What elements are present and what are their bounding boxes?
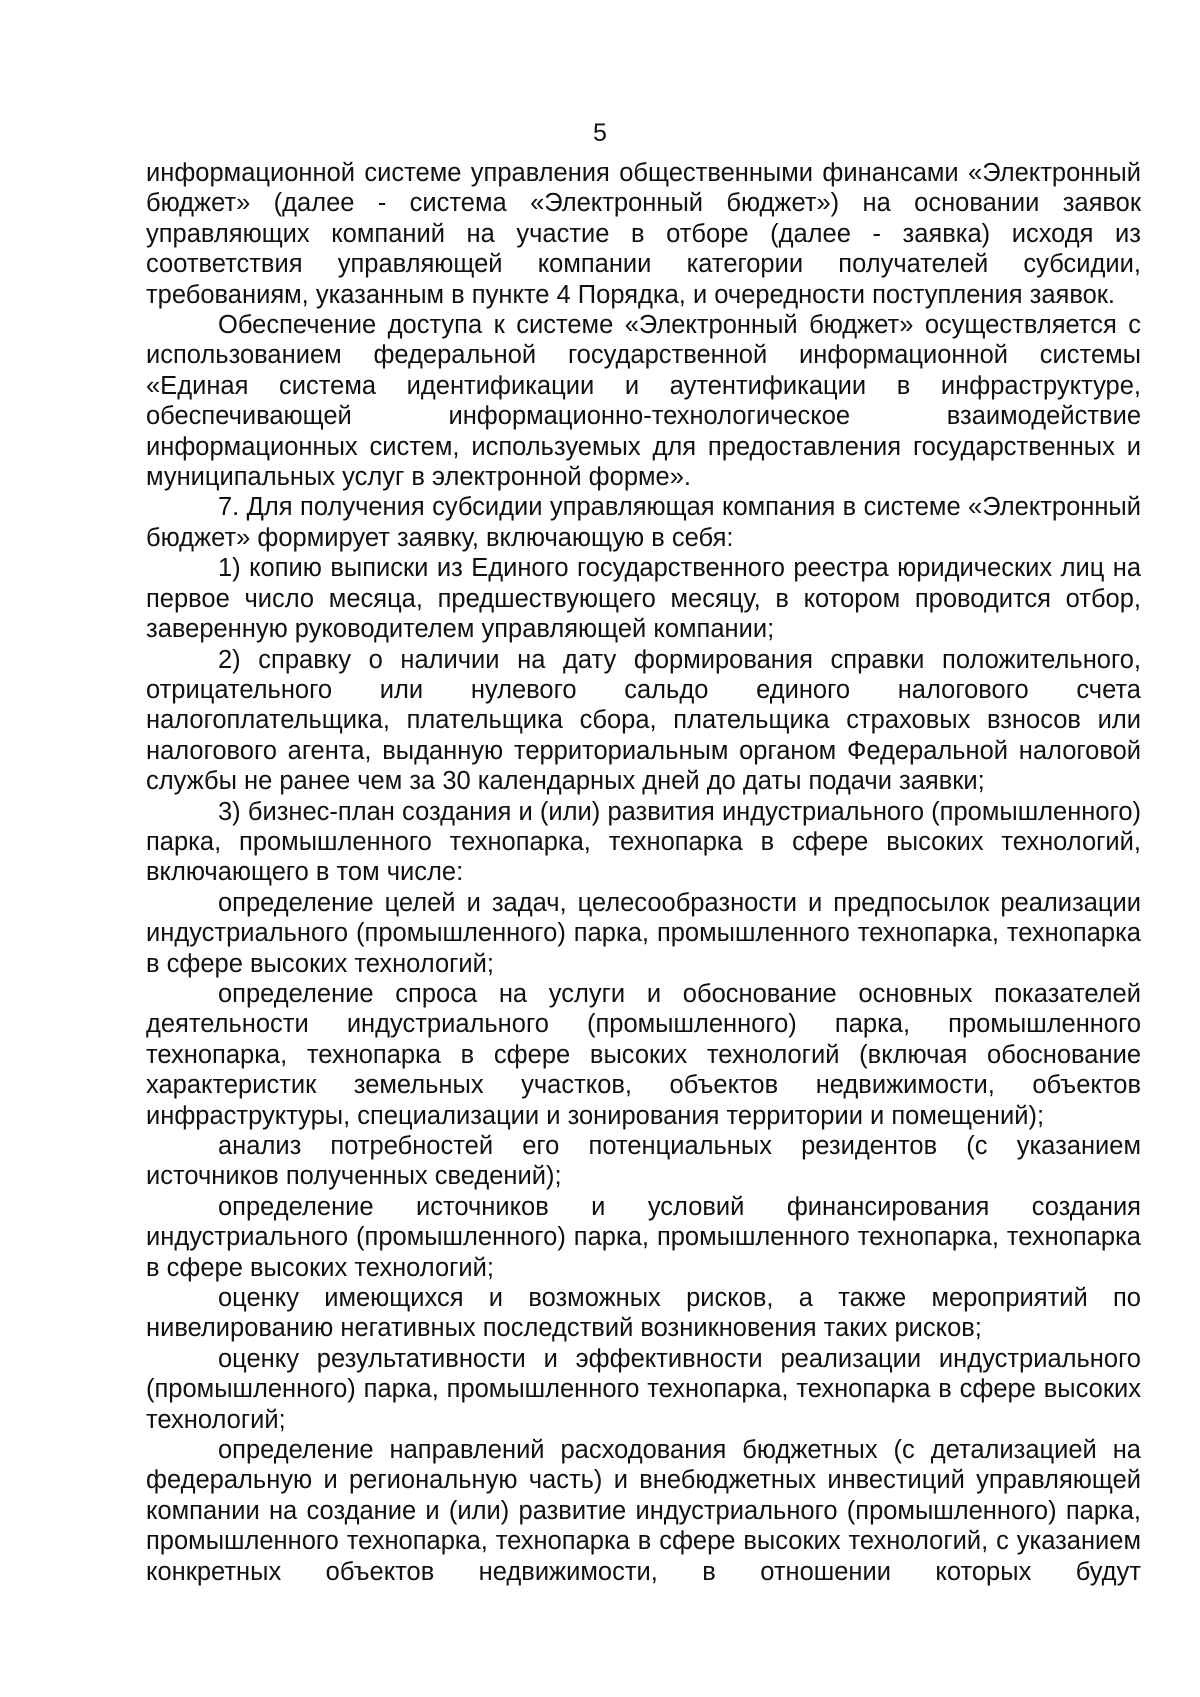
subitem-demand: определение спроса на услуги и обоснование основных показателей деятельности индустриального (промышленного) парка, промышленного технопарка, технопарка в сфере высоких технологий (включая обоснование характеристик земельных участков, объектов недвижимости, объектов инфраструктуры, специализации и зонирования территории и помещений); <box>146 979 1141 1130</box>
subitem-risks: оценку имеющихся и возможных рисков, а также мероприятий по нивелированию негативных последствий возникновения таких рисков; <box>146 1284 1141 1343</box>
paragraph-item-7: 7. Для получения субсидии управляющая компания в системе «Электронный бюджет» формирует заявку, включающую в себя: <box>146 493 1141 552</box>
subitem-financing: определение источников и условий финансирования создания индустриального (промышленного) парка, промышленного технопарка, технопарка в сфере высоких технологий; <box>146 1192 1141 1282</box>
subitem-residents: анализ потребностей его потенциальных резидентов (с указанием источников полученных сведений); <box>146 1132 1141 1191</box>
paragraph-continuation: информационной системе управления общественными финансами «Электронный бюджет» (далее - система «Электронный бюджет») на основании заявок управляющих компаний на участие в отборе (далее - заявка) исходя из соответствия управляющей компании категории получателей субсидии, требованиям, указанным в пункте 4 Порядка, и очередности поступления заявок. <box>146 159 1141 309</box>
list-item-1: 1) копию выписки из Единого государственного реестра юридических лиц на первое число месяца, предшествующего месяцу, в котором проводится отбор, заверенную руководителем управляющей компании; <box>146 554 1141 644</box>
subitem-goals: определение целей и задач, целесообразности и предпосылок реализации индустриального (промышленного) парка, промышленного технопарка, технопарка в сфере высоких технологий; <box>146 888 1141 978</box>
list-item-3: 3) бизнес-план создания и (или) развития индустриального (промышленного) парка, промышленного технопарка, технопарка в сфере высоких технологий, включающего в том числе: <box>146 797 1141 887</box>
subitem-expenditures: определение направлений расходования бюджетных (с детализацией на федеральную и региональную часть) и внебюджетных инвестиций управляющей компании на создание и (или) развитие индустриального (промышленного) парка, промышленного технопарка, технопарка в сфере высоких технологий, с указанием конкретных объектов недвижимости, в отношении которых будут <box>146 1436 1141 1586</box>
paragraph-access: Обеспечение доступа к системе «Электронный бюджет» осуществляется с использованием федеральной государственной информационной системы «Единая система идентификации и аутентификации в инфраструктуре, обеспечивающей информационно-технологическое взаимодействие информационных систем, используемых для предоставления государственных и муниципальных услуг в электронной форме». <box>146 311 1141 492</box>
list-item-2: 2) справку о наличии на дату формирования справки положительного, отрицательного или нулевого сальдо единого налогового счета налогоплательщика, плательщика сбора, плательщика страховых взносов или налогового агента, выданную территориальным органом Федеральной налоговой службы не ранее чем за 30 календарных дней до даты подачи заявки; <box>146 645 1141 796</box>
subitem-effectiveness: оценку результативности и эффективности реализации индустриального (промышленного) парка, промышленного технопарка, технопарка в сфере высоких технологий; <box>146 1344 1141 1434</box>
page-number: 5 <box>593 119 607 147</box>
document-body <box>146 158 1141 1587</box>
